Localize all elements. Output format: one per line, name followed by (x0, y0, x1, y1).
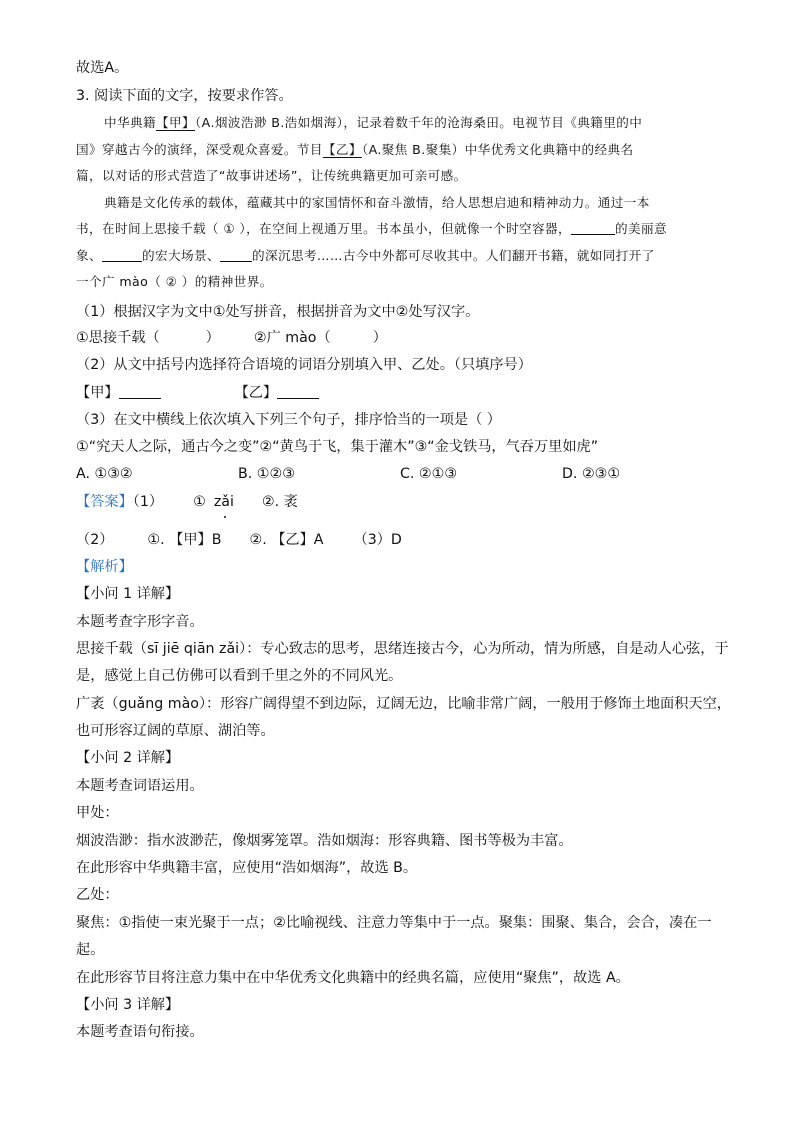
question-heading: 3. 阅读下面的文字，按要求作答。 (76, 88, 293, 104)
label-yi: 【乙】 (234, 385, 278, 401)
section-heading-2: 【小问 2 详解】 (76, 750, 180, 766)
fill-blank (220, 247, 252, 262)
item-text: ） (205, 330, 220, 346)
answer-text: . 【乙】A (262, 532, 324, 548)
analysis-heading: 【解析】 (76, 559, 133, 575)
answer-marker: ② (261, 494, 275, 510)
analysis-text: 在此形容节目将注意力集中在中华优秀文化典籍中的经典名篇，应使用“聚焦”，故选 A。 (76, 970, 630, 986)
passage-text: 的深沉思考……古今中外都可尽收其中。人们翻开书籍，就如同打开了 (251, 248, 655, 263)
passage-text: 国》穿越古今的演绎，深受观众喜爱。节目 (76, 142, 323, 157)
passage-line-6 (76, 246, 655, 266)
blank-yi: 【乙】 (322, 142, 362, 157)
choice-b: B. ①②③ (238, 466, 295, 482)
passage-text: 象、 (76, 248, 102, 263)
analysis-text: 本题考查语句衔接。 (76, 1024, 204, 1040)
answer-text: （1） (132, 494, 164, 510)
analysis-text: 思接千载（sī jiē qiān zǎi）：专心致志的思考，思绪连接古今，心为所动，情为所感，自是动人心弦，于 (76, 641, 729, 657)
analysis-text: 也可形容辽阔的草原、湖泊等。 (76, 723, 275, 739)
answer-blank (277, 384, 319, 399)
choice-d: D. ②③① (562, 466, 621, 482)
analysis-text: 本题考查字形字音。 (76, 614, 204, 630)
subquestion-3: （3）在文中横线上依次填入下列三个句子，排序恰当的一项是（ ） (76, 412, 501, 428)
fill-blank (102, 247, 142, 262)
analysis-text: 乙处： (76, 887, 119, 903)
answer-marker: ② (249, 532, 263, 548)
subquestion-2: （2）从文中括号内选择符合语境的词语分别填入甲、乙处。（只填序号） (76, 357, 532, 373)
subquestion-1: （1）根据汉字为文中①处写拼音，根据拼音为文中②处写汉字。 (76, 304, 480, 320)
passage-line-4: 典籍是文化传承的载体，蕴藏其中的家国情怀和奋斗激情，给人思想启迪和精神动力。通过一本 (104, 195, 650, 210)
passage-text: （A.烟波浩渺 B.浩如烟海），记录着数千年的沧海桑田。电视节目《典籍里的中 (194, 115, 643, 130)
item-text: ②广 mào（ (253, 330, 331, 346)
passage-text: 的宏大场景、 (142, 248, 220, 263)
answer-marker: ① (193, 494, 206, 510)
item-text: ①思接千载（ (76, 330, 160, 346)
blank-jia: 【甲】 (155, 115, 195, 130)
passage-text: 的美丽意 (614, 221, 667, 236)
passage-text: （A.聚焦 B.聚集）中华优秀文化典籍中的经典名 (361, 142, 634, 157)
passage-line-7: 一个广 mào（ ② ）的精神世界。 (76, 274, 273, 289)
passage-line-3: 篇，以对话的形式营造了“故事讲述场”，让传统典籍更加可亲可感。 (76, 168, 467, 183)
answer-text: . 【甲】B (160, 532, 222, 548)
choice-a: A. ①③② (76, 466, 133, 482)
analysis-text: 起。 (76, 942, 105, 958)
analysis-text: 聚焦：①指使一束光聚于一点；②比喻视线、注意力等集中于一点。聚集：围聚、集合，会合，凑在一 (76, 915, 712, 931)
answer-text: （3）D (353, 532, 402, 548)
label-jia: 【甲】 (76, 385, 119, 401)
sentences-to-order: ①“究天人之际，通古今之变”②“黄鸟于飞，集于灌木”③“金戈铁马，气吞万里如虎” (76, 439, 599, 455)
answer-line-2 (76, 530, 402, 550)
passage-line-2 (76, 140, 634, 160)
passage-line-5 (76, 219, 667, 239)
answer-text: . 袤 (274, 494, 298, 510)
analysis-text: 广袤（guǎng mào）：形容广阔得望不到边际，辽阔无边，比喻非常广阔，一般用于修饰土地面积天空， (76, 696, 731, 712)
passage-text: 书，在时间上思接千载（ ① ），在空间上视通万里。书本虽小，但就像一个时空容器， (76, 221, 571, 236)
answer-label: 【答案】 (76, 494, 133, 510)
conclusion-line: 故选A。 (76, 60, 129, 76)
item-text: ） (372, 330, 387, 346)
subquestion-1-items (76, 328, 387, 348)
choice-c: C. ②①③ (400, 466, 458, 482)
answer-line-1 (76, 492, 298, 512)
analysis-text: 甲处： (76, 805, 119, 821)
passage-text: 中华典籍 (104, 115, 156, 130)
answer-text: zǎi (213, 494, 234, 510)
analysis-text: 在此形容中华典籍丰富，应使用“浩如烟海”，故选 B。 (76, 860, 418, 876)
analysis-text: 是，感觉上自己仿佛可以看到千里之外的不同风光。 (76, 668, 403, 684)
answer-blank (119, 384, 161, 399)
choices (76, 464, 620, 484)
answer-text: （2） (76, 532, 114, 548)
analysis-text: 烟波浩渺：指水波渺茫，像烟雾笼罩。浩如烟海：形容典籍、图书等极为丰富。 (76, 833, 573, 849)
passage-line-1 (104, 113, 642, 133)
subquestion-2-blanks (76, 383, 319, 403)
section-heading-1: 【小问 1 详解】 (76, 586, 180, 602)
section-heading-3: 【小问 3 详解】 (76, 997, 180, 1013)
answer-marker: ① (147, 532, 161, 548)
fill-blank (571, 220, 615, 235)
analysis-text: 本题考查词语运用。 (76, 778, 204, 794)
